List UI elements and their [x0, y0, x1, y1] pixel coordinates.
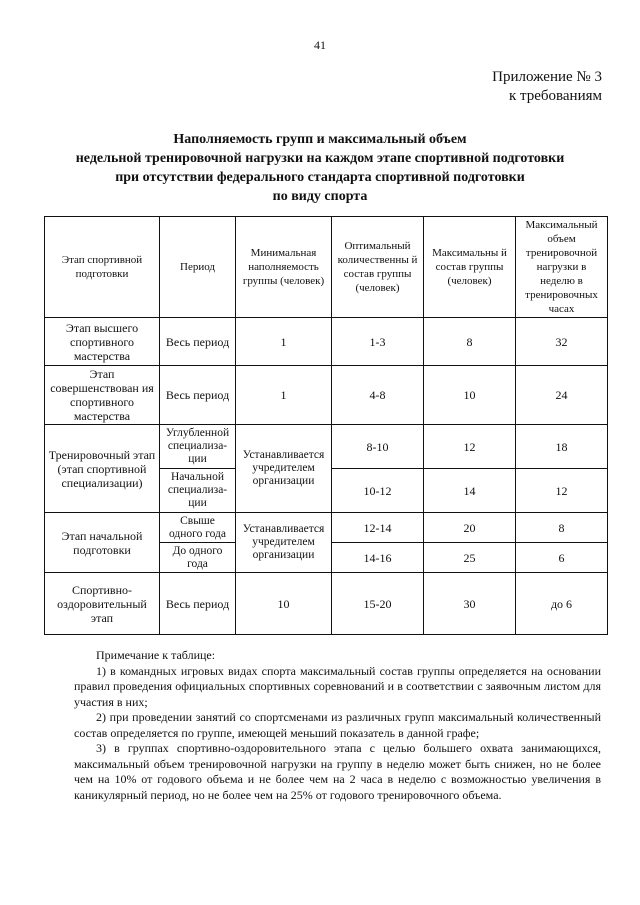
- cell-min: Устанавливается учредителем организации: [236, 513, 332, 573]
- table-notes: [74, 648, 601, 803]
- cell-period: Весь период: [160, 366, 236, 425]
- appendix-label: [492, 68, 602, 106]
- header-period: Период: [160, 217, 236, 318]
- cell-load: 8: [516, 513, 608, 543]
- table-header-row: [45, 217, 608, 318]
- cell-optimal: 8-10: [332, 425, 424, 469]
- header-min-group: Минимальная наполняемость группы (человек): [236, 217, 332, 318]
- cell-optimal: 12-14: [332, 513, 424, 543]
- cell-max: 20: [424, 513, 516, 543]
- cell-stage: Спортивно- оздоровительный этап: [45, 573, 160, 635]
- table-row: [45, 513, 608, 543]
- cell-max: 10: [424, 366, 516, 425]
- cell-load: 18: [516, 425, 608, 469]
- title-line-1: Наполняемость групп и максимальный объем: [173, 132, 467, 147]
- group-load-table: [44, 216, 608, 635]
- page-number: 41: [314, 38, 326, 52]
- cell-min: 1: [236, 318, 332, 366]
- cell-stage: Этап высшего спортивного мастерства: [45, 318, 160, 366]
- header-max-load: Максимальный объем тренировочной нагрузки в неделю в тренировочных часах: [516, 217, 608, 318]
- cell-stage: Этап начальной подготовки: [45, 513, 160, 573]
- table-row: [45, 318, 608, 366]
- cell-min: 10: [236, 573, 332, 635]
- note-item: 3) в группах спортивно-оздоровительного этапа с целью большего охвата занимающихся, максимальный объем тренировочной нагрузки на группу в неделю может быть снижен, но не более чем на 10% от годового объема и не более чем на 2 часа в неделю с возможностью увеличения в каникулярный период, но не более чем на 25% от годового тренировочного объема.: [74, 741, 601, 802]
- cell-max: 25: [424, 543, 516, 573]
- table-row: [45, 366, 608, 425]
- cell-optimal: 4-8: [332, 366, 424, 425]
- cell-min: Устанавливается учредителем организации: [236, 425, 332, 513]
- cell-period: Начальной специализа- ции: [160, 469, 236, 513]
- cell-load: 24: [516, 366, 608, 425]
- cell-stage: Тренировочный этап (этап спортивной специализации): [45, 425, 160, 513]
- appendix-line-1: Приложение № 3: [492, 69, 602, 85]
- cell-period: Весь период: [160, 318, 236, 366]
- notes-heading: Примечание к таблице:: [96, 648, 216, 662]
- cell-load: 6: [516, 543, 608, 573]
- header-max-group: Максимальны й состав группы (человек): [424, 217, 516, 318]
- title-line-3: при отсутствии федерального стандарта спортивной подготовки: [115, 170, 525, 185]
- cell-max: 14: [424, 469, 516, 513]
- table-row: [45, 573, 608, 635]
- document-title: [40, 130, 600, 206]
- appendix-line-2: к требованиям: [508, 88, 602, 104]
- title-line-4: по виду спорта: [272, 189, 368, 204]
- cell-optimal: 10-12: [332, 469, 424, 513]
- cell-min: 1: [236, 366, 332, 425]
- cell-max: 8: [424, 318, 516, 366]
- cell-max: 12: [424, 425, 516, 469]
- cell-period: Углубленной специализа- ции: [160, 425, 236, 469]
- cell-optimal: 15-20: [332, 573, 424, 635]
- table-row: [45, 425, 608, 469]
- cell-load: 32: [516, 318, 608, 366]
- cell-load: до 6: [516, 573, 608, 635]
- note-item: 1) в командных игровых видах спорта максимальный состав группы определяется на основании правил проведения официальных спортивных соревнований и в соответствии с заявочным листом для участия в них;: [74, 663, 601, 709]
- note-item: 2) при проведении занятий со спортсменами из различных групп максимальный количественный состав определяется по группе, имеющей меньший показатель в данной графе;: [74, 710, 601, 740]
- cell-period: Свыше одного года: [160, 513, 236, 543]
- cell-load: 12: [516, 469, 608, 513]
- header-optimal-group: Оптимальный количественны й состав группы (человек): [332, 217, 424, 318]
- cell-optimal: 1-3: [332, 318, 424, 366]
- cell-optimal: 14-16: [332, 543, 424, 573]
- cell-period: До одного года: [160, 543, 236, 573]
- cell-period: Весь период: [160, 573, 236, 635]
- cell-max: 30: [424, 573, 516, 635]
- header-stage: Этап спортивной подготовки: [45, 217, 160, 318]
- title-line-2: недельной тренировочной нагрузки на каждом этапе спортивной подготовки: [75, 151, 565, 166]
- cell-stage: Этап совершенствован ия спортивного мастерства: [45, 366, 160, 425]
